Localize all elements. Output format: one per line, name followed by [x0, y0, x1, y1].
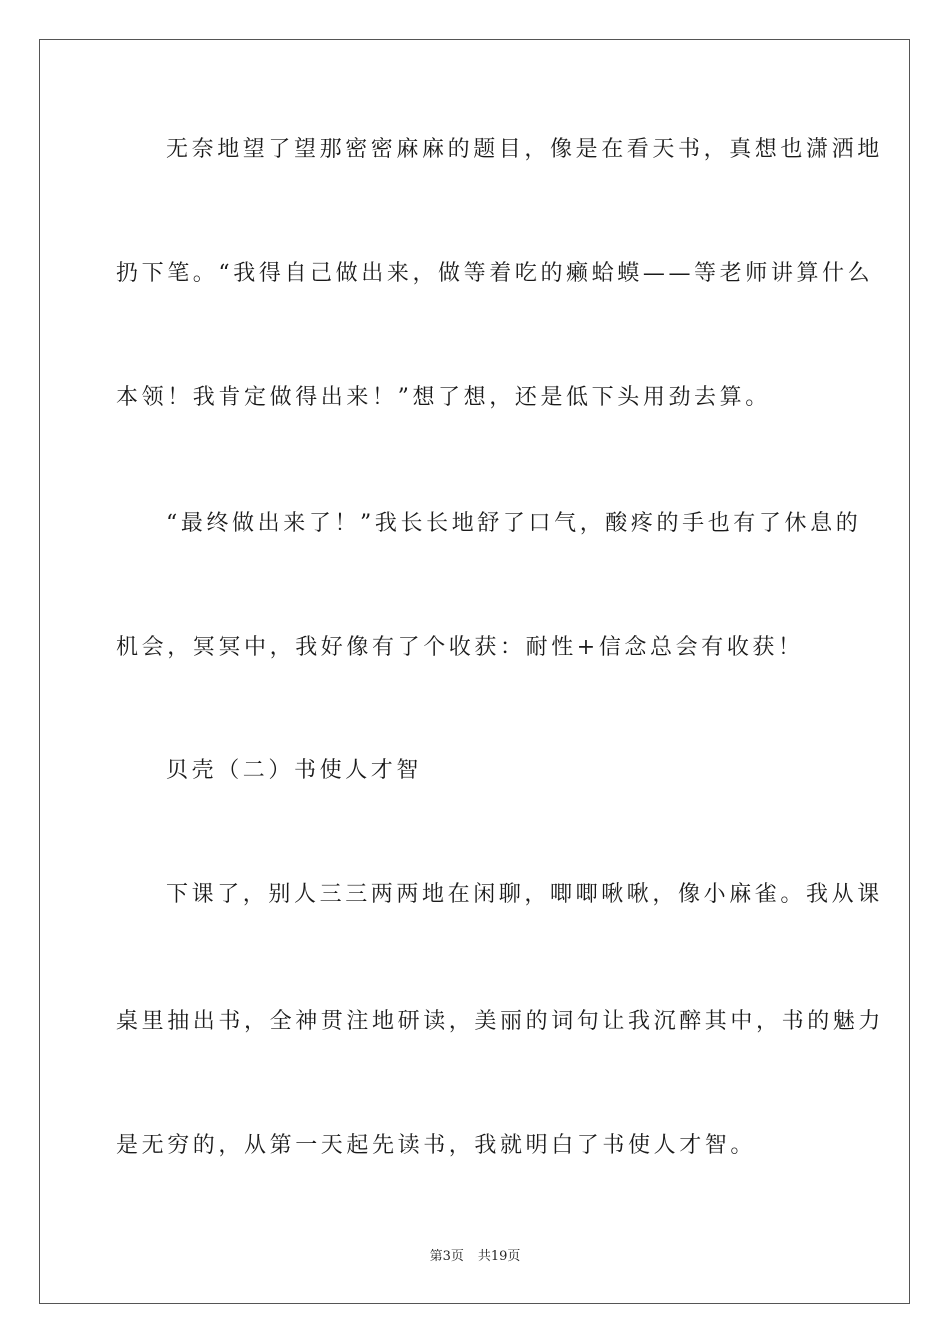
paragraph-2-line-1: “最终做出来了！”我长长地舒了口气，酸疼的手也有了休息的: [166, 511, 862, 536]
page-border: [39, 39, 910, 1304]
page-footer: [0, 1248, 950, 1266]
paragraph-3-line-2: 桌里抽出书，全神贯注地研读，美丽的词句让我沉醉其中，书的魅力: [116, 1009, 885, 1034]
section-heading: 贝壳（二）书使人才智: [166, 758, 423, 783]
paragraph-3-line-3: 是无穷的，从第一天起先读书，我就明白了书使人才智。: [116, 1133, 757, 1158]
paragraph-1-line-2: 扔下笔。“我得自己做出来，做等着吃的癞蛤蟆——等老师讲算什么: [116, 261, 874, 286]
paragraph-1-line-3: 本领！我肯定做得出来！”想了想，还是低下头用劲去算。: [116, 385, 771, 410]
paragraph-2-line-2: 机会，冥冥中，我好像有了个收获：耐性+信念总会有收获！: [116, 635, 804, 660]
paragraph-3-line-1: 下课了，别人三三两两地在闲聊，唧唧啾啾，像小麻雀。我从课: [166, 882, 883, 907]
page-number: 第3页: [429, 1249, 464, 1264]
paragraph-1-line-1: 无奈地望了望那密密麻麻的题目，像是在看天书，真想也潇洒地: [166, 137, 883, 162]
page-total: 共19页: [477, 1249, 521, 1264]
